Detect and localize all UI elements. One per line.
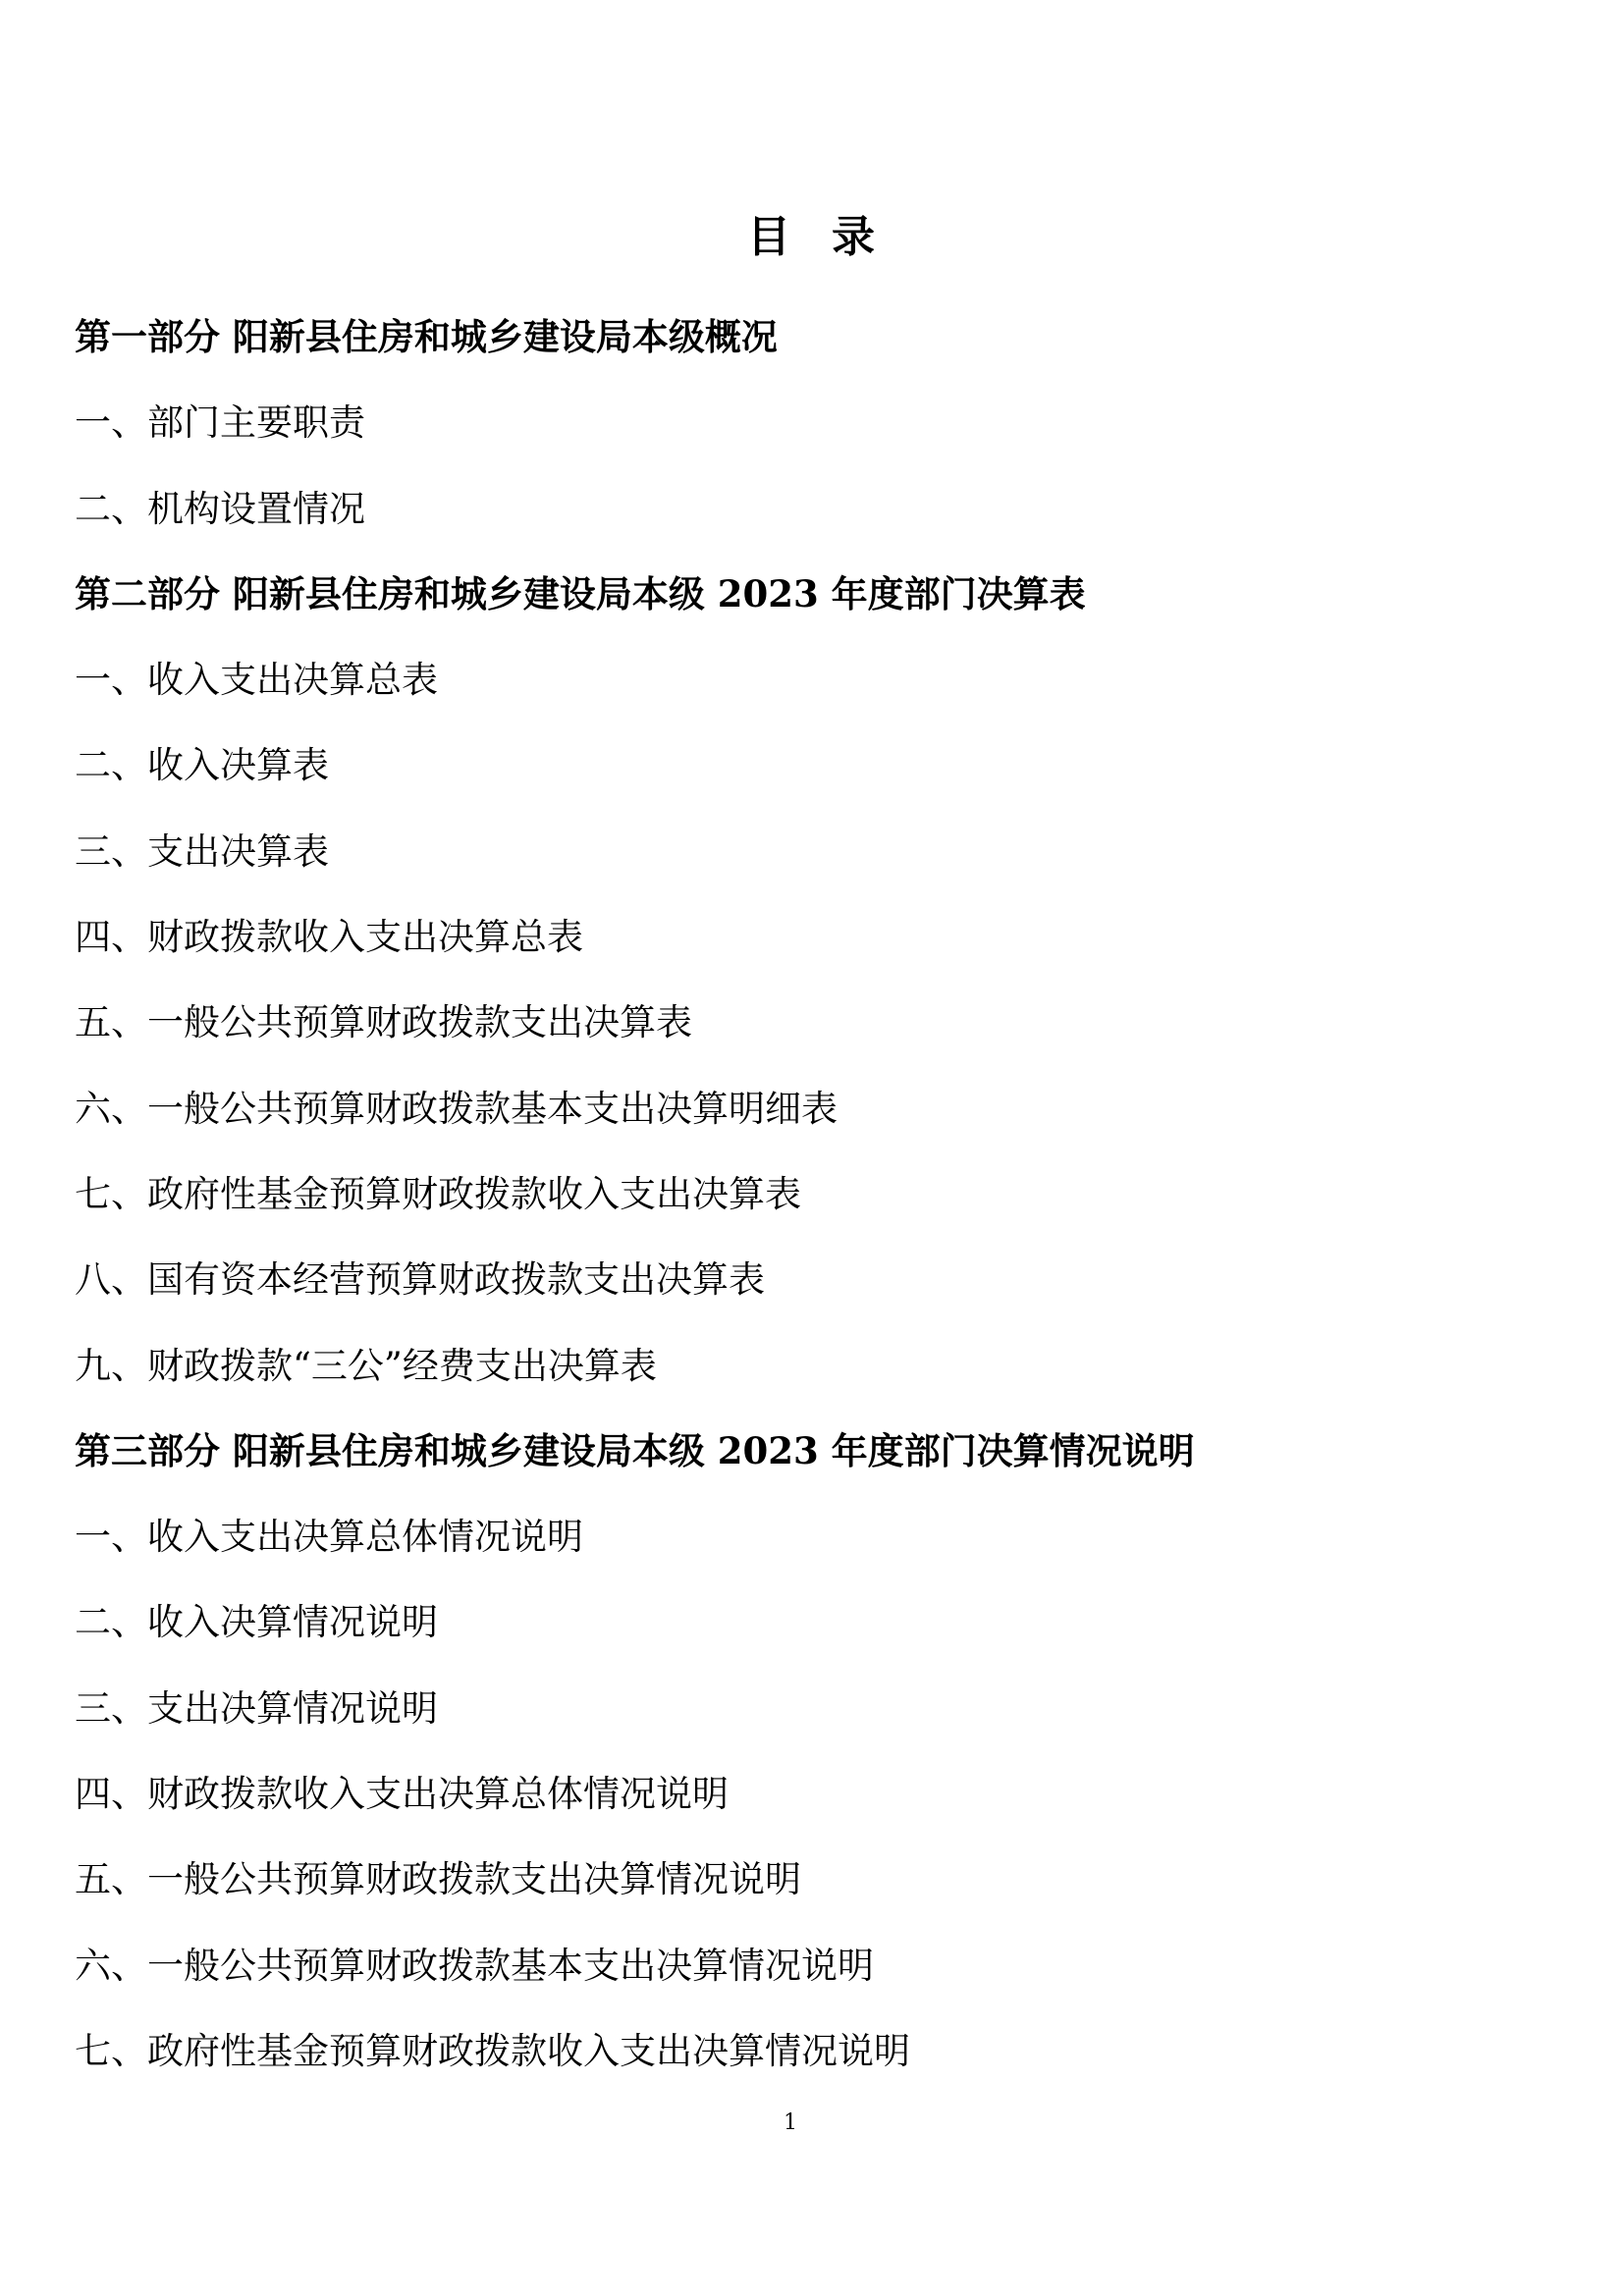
toc-item[interactable]: 七、政府性基金预算财政拨款收入支出决算情况说明 (75, 2029, 910, 2072)
toc-item[interactable]: 四、财政拨款收入支出决算总表 (75, 916, 583, 959)
page-title-char-2: 录 (832, 212, 877, 262)
table-of-contents (75, 294, 1547, 2094)
toc-item[interactable]: 二、收入决算情况说明 (75, 1601, 438, 1644)
toc-item[interactable]: 六、一般公共预算财政拨款基本支出决算明细表 (75, 1087, 838, 1130)
page-title-char-1: 目 (747, 212, 792, 262)
toc-item[interactable]: 五、一般公共预算财政拨款支出决算表 (75, 1001, 692, 1044)
toc-item[interactable]: 一、收入支出决算总体情况说明 (75, 1516, 583, 1559)
toc-item[interactable]: 五、一般公共预算财政拨款支出决算情况说明 (75, 1858, 801, 1901)
toc-item[interactable]: 三、支出决算表 (75, 829, 329, 873)
toc-item[interactable]: 九、财政拨款“三公”经费支出决算表 (75, 1344, 657, 1387)
toc-item[interactable]: 二、机构设置情况 (75, 487, 365, 530)
page-number: 1 (784, 2110, 797, 2135)
toc-item[interactable]: 四、财政拨款收入支出决算总体情况说明 (75, 1773, 729, 1816)
toc-item[interactable]: 一、部门主要职责 (75, 401, 365, 445)
toc-item[interactable]: 八、国有资本经营预算财政拨款支出决算表 (75, 1258, 765, 1302)
toc-item[interactable]: 二、收入决算表 (75, 744, 329, 787)
toc-item[interactable]: 七、政府性基金预算财政拨款收入支出决算表 (75, 1172, 801, 1215)
toc-part-heading[interactable]: 第三部分 阳新县住房和城乡建设局本级 2023 年度部门决算情况说明 (75, 1428, 1195, 1472)
toc-part-heading[interactable]: 第二部分 阳新县住房和城乡建设局本级 2023 年度部门决算表 (75, 571, 1086, 615)
toc-item[interactable]: 六、一般公共预算财政拨款基本支出决算情况说明 (75, 1944, 874, 1987)
page-title (0, 208, 1624, 267)
toc-part-heading[interactable]: 第一部分 阳新县住房和城乡建设局本级概况 (75, 315, 778, 358)
toc-item[interactable]: 三、支出决算情况说明 (75, 1686, 438, 1730)
toc-item[interactable]: 一、收入支出决算总表 (75, 659, 438, 702)
